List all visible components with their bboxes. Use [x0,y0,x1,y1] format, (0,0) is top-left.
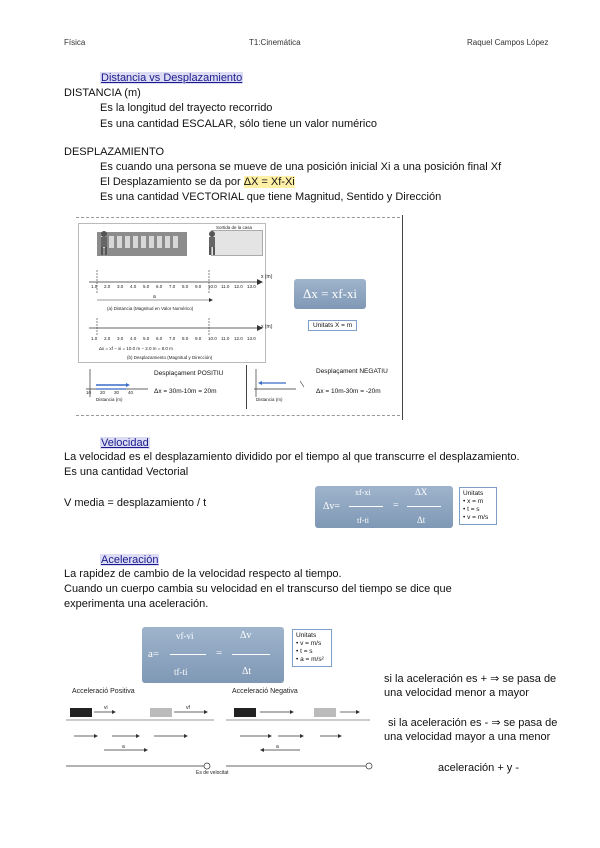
unit-item: • t = s [463,506,480,513]
unit-item: • v = m/s [296,640,322,647]
tick-b: 11.0 [221,336,230,341]
section-title-distancia: Distancia vs Desplazamiento [101,72,243,84]
accel-eq: = [216,647,223,659]
pos-tick: 20 [100,390,106,395]
label-a: a [153,294,156,300]
unit-item: • x = m [463,498,484,505]
unit-item: • a = m/s² [296,656,324,663]
acceleration-units-box [292,629,332,667]
pos-tick: 30 [114,390,120,395]
tick-a: 13.0 [247,284,256,289]
positive-accel-label: Acceleració Positiva [72,688,135,695]
fraction-bar [407,506,441,507]
velocity-den2: Δt [417,515,426,525]
desplazamiento-line-2 [100,176,295,188]
note-positive-1: si la aceleración es + ⇒ se pasa de [384,673,557,685]
positive-title: Desplaçament POSITIU [154,370,224,377]
axis-unit-a: x (m) [261,274,273,280]
note-negative-2: una velocidad mayor a una menor [384,731,551,743]
pos-distance-caption: Distancia (m) [96,397,123,402]
velocity-den1: tf-ti [357,516,369,525]
displacement-equation: Δx = xf − xi = 10.0 m − 2.0 m = 8.0 m [99,346,173,351]
tick-a: 10.0 [208,284,217,289]
distancia-heading: DISTANCIA (m) [64,87,141,99]
tick-b: 6.0 [156,336,163,341]
desplazamiento-heading: DESPLAZAMIENTO [64,146,165,158]
stop-label: Es de velocitat [196,770,229,776]
distancia-line-2: Es una cantidad ESCALAR, sólo tiene un valor numérico [100,118,377,130]
displacement-figure [76,215,404,420]
distance-diagram-panel [78,223,273,363]
units-title: Unitats [296,632,317,639]
aceleracion-line-3: experimenta una aceleración. [64,598,209,610]
note-positive-2: una velocidad menor a mayor [384,687,529,699]
velocity-eq: = [393,500,399,511]
desplazamiento-line-2-prefix: El Desplazamiento se da por [100,176,244,188]
v-label: vf [186,705,190,711]
displacement-formula-highlight: ΔX = Xf-Xi [243,176,295,188]
tick-b: 2.0 [104,336,111,341]
person-end-icon [205,230,219,256]
accel-num2: Δv [240,630,252,641]
pos-tick: 10 [86,390,92,395]
desplazamiento-line-3: Es una cantidad VECTORIAL que tiene Magnitud, Sentido y Dirección [100,191,442,203]
accel-lhs: a= [148,648,160,660]
a-label: a [276,744,279,750]
distance-caption: (a) Distancia (Magnitud en Valor Numérico) [107,306,194,311]
note-negative-1: si la aceleración es - ⇒ se pasa de [388,717,558,729]
tick-row-b [91,336,261,344]
velocidad-line-2: Es una cantidad Vectorial [64,466,189,478]
section-title-aceleracion: Aceleración [101,554,159,566]
tick-b: 13.0 [247,336,256,341]
a-label: a [122,744,125,750]
tick-a: 1.0 [91,284,98,289]
axis-unit-b: x (m) [261,324,273,330]
negative-equation: Δx = 10m-30m = -20m [316,388,381,395]
distancia-line-1: Es la longitud del trayecto recorrido [100,102,273,114]
units-title: Unitats [463,490,484,497]
tick-a: 8.0 [182,284,189,289]
accel-den1: tf-ti [174,667,188,677]
tick-b: 8.0 [182,336,189,341]
velocity-num1: xf-xi [355,488,371,497]
displacement-formula-box: Δx = xf-xi [294,279,366,309]
velocity-units-box [459,487,497,525]
desplazamiento-line-1: Es cuando una persona se mueve de una posición inicial Xi a una posición final Xf [100,161,502,173]
aceleracion-line-1: La rapidez de cambio de la velocidad respecto al tiempo. [64,568,342,580]
tick-row-a [91,284,261,292]
negative-accel-label: Acceleració Negativa [232,688,298,695]
tick-b: 10.0 [208,336,217,341]
tick-a: 4.0 [130,284,137,289]
fraction-bar [232,654,270,655]
note-both: aceleración + y - [438,762,520,774]
tick-b: 1.0 [91,336,98,341]
accel-num1: vf-vi [176,631,194,641]
neg-distance-caption: Distancia (m) [256,397,283,402]
tick-b: 3.0 [117,336,124,341]
unit-item: • v = m/s [463,514,489,521]
header-author: Raquel Campos López [467,38,549,47]
fraction-bar [349,506,383,507]
tick-b: 5.0 [143,336,150,341]
divider [246,365,247,409]
accel-den2: Δt [242,666,252,677]
tick-a: 12.0 [234,284,243,289]
v-label: vi [104,705,108,711]
tick-b: 9.0 [195,336,202,341]
velocidad-line-1: La velocidad es el desplazamiento dividido por el tiempo al que transcurre el desplazamiento. [64,451,520,463]
unit-item: • t = s [296,648,313,655]
tick-b: 12.0 [234,336,243,341]
vmedia-text: V media = desplazamiento / t [64,497,207,509]
units-x-box: Unitats X = m [308,320,357,331]
displacement-caption: (b) Desplazamiento (Magnitud y Dirección) [127,355,213,360]
house-sign: Sortida de la casa [216,225,253,230]
acceleration-formula-box [142,627,284,683]
velocity-lhs: Δv= [323,501,341,512]
person-start-icon [97,230,111,256]
section-title-velocidad: Velocidad [101,437,149,449]
velocity-num2: ΔX [415,487,428,497]
header-subject: Física [64,38,86,47]
pos-tick: 40 [128,390,134,395]
positive-tick-row [86,390,146,397]
tick-a: 9.0 [195,284,202,289]
acceleration-diagram [64,698,374,780]
positive-equation: Δx = 30m-10m = 20m [154,388,217,395]
tick-b: 7.0 [169,336,176,341]
tick-a: 6.0 [156,284,163,289]
tick-a: 3.0 [117,284,124,289]
header-topic: T1:Cinemática [249,38,301,47]
tick-a: 11.0 [221,284,230,289]
tick-b: 4.0 [130,336,137,341]
acceleration-figure [64,688,374,780]
fraction-bar [170,654,206,655]
aceleracion-line-2: Cuando un cuerpo cambia su velocidad en el transcurso del tiempo se dice que [64,583,452,595]
negative-title: Desplaçament NEGATIU [316,368,388,375]
tick-a: 2.0 [104,284,111,289]
tick-a: 5.0 [143,284,150,289]
velocity-formula-box [315,486,453,528]
tick-a: 7.0 [169,284,176,289]
